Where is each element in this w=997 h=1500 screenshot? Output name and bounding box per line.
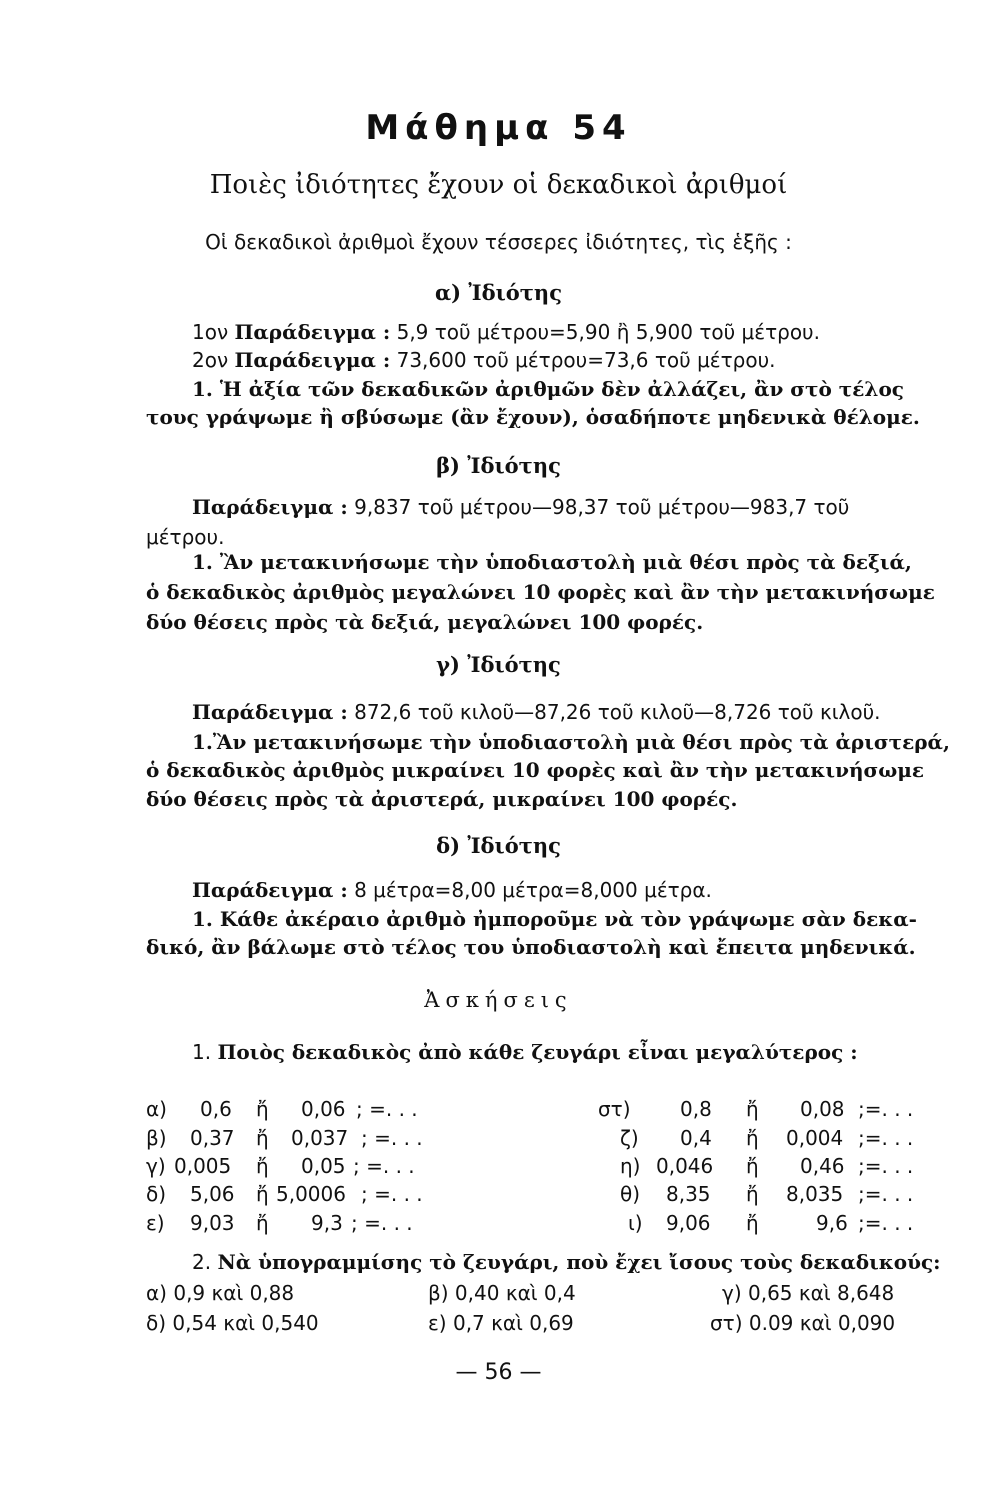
example-text: 9,837 τοῦ μέτρου—98,37 τοῦ μέτρου—983,7 τοῦ	[354, 495, 850, 519]
item-or: ἤ	[256, 1182, 269, 1206]
item-value-a: 9,03	[190, 1211, 235, 1235]
exercises-heading: Ἀσκήσεις	[424, 988, 573, 1012]
property-d-heading: δ) Ἰδιότης	[436, 833, 561, 858]
item-value-b: 0,037	[291, 1126, 349, 1150]
property-b-example-cont: μέτρου.	[146, 525, 225, 549]
example-number: 2ον	[192, 348, 229, 372]
item-label: γ)	[146, 1154, 166, 1178]
item-blank: ;=. . .	[858, 1097, 914, 1121]
item-value-a: 0,046	[656, 1154, 714, 1178]
item-value-b: 9,6	[816, 1211, 848, 1235]
item-blank: ;=. . .	[858, 1182, 914, 1206]
question-number: 1.	[192, 1040, 212, 1064]
pair-item: ε) 0,7 καὶ 0,69	[428, 1311, 574, 1335]
property-b-rule-line-1: 1. Ἂν μετακινήσωμε τὴν ὑποδιαστολὴ μιὰ θέσι πρὸς τὰ δεξιά,	[192, 550, 912, 574]
item-value-a: 0,37	[190, 1126, 235, 1150]
example-label: Παράδειγμα :	[192, 700, 348, 724]
item-value-b: 0,004	[786, 1126, 844, 1150]
item-value-a: 0,005	[174, 1154, 232, 1178]
pair-item: β) 0,40 καὶ 0,4	[428, 1281, 576, 1305]
property-a-example-1	[192, 320, 820, 344]
intro-text: Οἱ δεκαδικοὶ ἀριθμοὶ ἔχουν τέσσερες ἰδιότητες, τὶς ἑξῆς :	[205, 230, 792, 254]
exercise-1-question	[192, 1040, 858, 1064]
property-c-rule-line-1: 1.Ἂν μετακινήσωμε τὴν ὑποδιαστολὴ μιὰ θέσι πρὸς τὰ ἀριστερά,	[192, 730, 950, 754]
property-c-rule-line-2: ὁ δεκαδικὸς ἀριθμὸς μικραίνει 10 φορὲς καὶ ἂν τὴν μετακινήσωμε	[146, 758, 925, 782]
item-value-b: 5,0006	[276, 1182, 346, 1206]
example-text: 5,9 τοῦ μέτρου=5,90 ἢ 5,900 τοῦ μέτρου.	[396, 320, 820, 344]
example-label: Παράδειγμα :	[192, 878, 348, 902]
item-value-a: 0,6	[200, 1097, 232, 1121]
property-d-rule-line-1: 1. Κάθε ἀκέραιο ἀριθμὸ ἠμποροῦμε νὰ τὸν γράψωμε σὰν δεκα-	[192, 907, 917, 931]
property-a-heading: α) Ἰδιότης	[435, 280, 562, 305]
item-label: ζ)	[620, 1126, 639, 1150]
item-blank: ;=. . .	[858, 1211, 914, 1235]
property-a-rule-line-1: 1. Ἡ ἀξία τῶν δεκαδικῶν ἀριθμῶν δὲν ἀλλάζει, ἂν στὸ τέλος	[192, 377, 904, 401]
pair-item: στ) 0.09 καὶ 0,090	[710, 1311, 896, 1335]
item-label: δ)	[146, 1182, 167, 1206]
item-value-b: 8,035	[786, 1182, 844, 1206]
example-label: Παράδειγμα :	[192, 495, 348, 519]
exercise-2-question	[192, 1250, 941, 1274]
pair-item: δ) 0,54 καὶ 0,540	[146, 1311, 319, 1335]
item-label: θ)	[620, 1182, 641, 1206]
item-label: η)	[620, 1154, 641, 1178]
example-label: Παράδειγμα :	[234, 348, 391, 372]
item-value-b: 0,46	[800, 1154, 845, 1178]
item-value-b: 9,3	[311, 1211, 343, 1235]
item-label: α)	[146, 1097, 167, 1121]
item-blank: ; =. . .	[361, 1182, 423, 1206]
example-label: Παράδειγμα :	[234, 320, 391, 344]
property-b-heading: β) Ἰδιότης	[436, 453, 561, 478]
item-blank: ; =. . .	[353, 1154, 415, 1178]
example-text: 872,6 τοῦ κιλοῦ—87,26 τοῦ κιλοῦ—8,726 τοῦ κιλοῦ.	[354, 700, 881, 724]
item-or: ἤ	[746, 1126, 759, 1150]
item-value-a: 5,06	[190, 1182, 235, 1206]
item-or: ἤ	[746, 1211, 759, 1235]
property-d-example	[192, 878, 712, 902]
item-value-b: 0,06	[301, 1097, 346, 1121]
item-blank: ;=. . .	[858, 1126, 914, 1150]
item-or: ἤ	[746, 1154, 759, 1178]
item-or: ἤ	[746, 1182, 759, 1206]
property-b-example	[192, 495, 849, 519]
property-c-rule-line-3: δύο θέσεις πρὸς τὰ ἀριστερά, μικραίνει 100 φορές.	[146, 787, 738, 811]
pair-item: γ) 0,65 καὶ 8,648	[722, 1281, 895, 1305]
item-blank: ;=. . .	[858, 1154, 914, 1178]
example-number: 1ον	[192, 320, 229, 344]
property-a-rule-line-2: τους γράψωμε ἢ σβύσωμε (ἂν ἔχουν), ὁσαδήποτε μηδενικὰ θέλομε.	[146, 405, 920, 429]
example-text: 73,600 τοῦ μέτρου=73,6 τοῦ μέτρου.	[396, 348, 776, 372]
property-c-heading: γ) Ἰδιότης	[436, 652, 561, 677]
question-text: Ποιὸς δεκαδικὸς ἀπὸ κάθε ζευγάρι εἶναι μεγαλύτερος :	[217, 1040, 858, 1064]
item-value-a: 0,8	[680, 1097, 712, 1121]
question-text: Νὰ ὑπογραμμίσης τὸ ζευγάρι, ποὺ ἔχει ἴσους τοὺς δεκαδικούς:	[217, 1250, 941, 1274]
item-blank: ; =. . .	[351, 1211, 413, 1235]
pair-item: α) 0,9 καὶ 0,88	[146, 1281, 295, 1305]
question-number: 2.	[192, 1250, 212, 1274]
item-blank: ; =. . .	[361, 1126, 423, 1150]
item-value-a: 8,35	[666, 1182, 711, 1206]
item-or: ἤ	[746, 1097, 759, 1121]
item-label: ι)	[628, 1211, 643, 1235]
item-or: ἤ	[256, 1211, 269, 1235]
item-or: ἤ	[256, 1154, 269, 1178]
property-b-rule-line-3: δύο θέσεις πρὸς τὰ δεξιά, μεγαλώνει 100 φορές.	[146, 610, 704, 634]
item-or: ἤ	[256, 1097, 269, 1121]
item-value-a: 0,4	[680, 1126, 712, 1150]
item-value-b: 0,05	[301, 1154, 346, 1178]
item-label: στ)	[598, 1097, 631, 1121]
property-c-example	[192, 700, 881, 724]
item-value-b: 0,08	[800, 1097, 845, 1121]
page-number: — 56 —	[455, 1360, 542, 1385]
property-d-rule-line-2: δικό, ἂν βάλωμε στὸ τέλος του ὑποδιαστολὴ καὶ ἔπειτα μηδενικά.	[146, 935, 916, 959]
item-blank: ; =. . .	[356, 1097, 418, 1121]
item-or: ἤ	[256, 1126, 269, 1150]
lesson-title: Μάθημα 54	[365, 108, 632, 148]
item-label: ε)	[146, 1211, 165, 1235]
property-a-example-2	[192, 348, 776, 372]
item-value-a: 9,06	[666, 1211, 711, 1235]
page-title: Ποιὲς ἰδιότητες ἔχουν οἱ δεκαδικοὶ ἀριθμοί	[209, 170, 788, 200]
example-text: 8 μέτρα=8,00 μέτρα=8,000 μέτρα.	[354, 878, 712, 902]
item-label: β)	[146, 1126, 167, 1150]
property-b-rule-line-2: ὁ δεκαδικὸς ἀριθμὸς μεγαλώνει 10 φορὲς καὶ ἂν τὴν μετακινήσωμε	[146, 580, 935, 604]
